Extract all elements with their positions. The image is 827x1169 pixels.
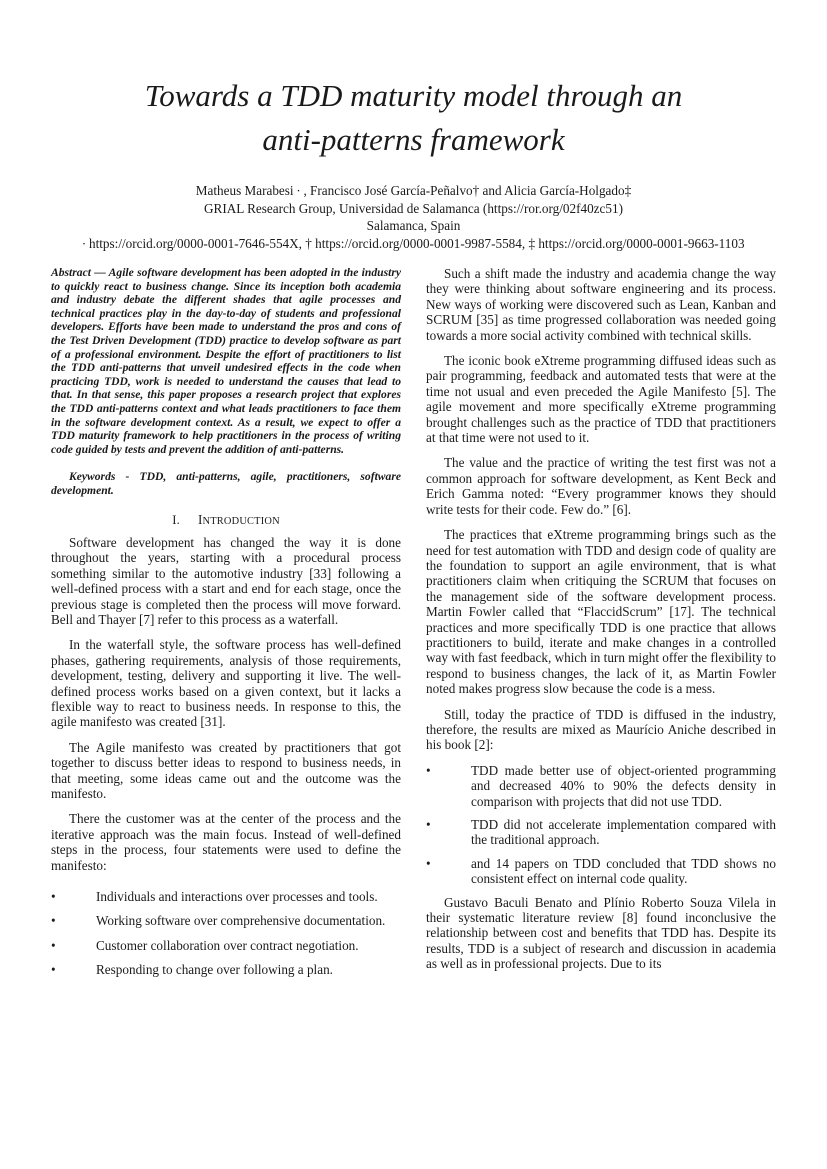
tdd-results-list: [426, 763, 776, 887]
list-item: [51, 938, 401, 953]
abstract: Abstract — Agile software development has been adopted in the industry to quickly react to business change. Since its inception both academia and industry debate the different shades that agile processes and technical practices play in the day-to-day of students and professional developers. Efforts have been made to understand the pros and cons of the Test Driven Development (TDD) practice to develop software as part of a professional environment. Despite the effort of practitioners to list the TDD anti-patterns that unveil undesired effects in the code when practicing TDD, work is needed to understand the causes that lead to that. In that sense, this paper proposes a research project that explores the TDD anti-patterns context and what leads practitioners to face them in the software development context. As a result, we expect to offer a TDD maturity framework to help practitioners in the process of writing code guided by tests and prevent the addition of anti-patterns.: [51, 266, 401, 456]
keywords: Keywords - TDD, anti-patterns, agile, practitioners, software development.: [51, 470, 401, 497]
list-item-text: Customer collaboration over contract negotiation.: [96, 937, 359, 953]
bullet-icon: •: [51, 937, 56, 953]
location-line: Salamanca, Spain: [366, 218, 461, 233]
title-line-2: anti-patterns framework: [262, 122, 565, 157]
paragraph: The value and the practice of writing the test first was not a common approach for software development, as Kent Beck and Erich Gamma noted: “Every programmer knows they should write tests for their code. Few do.” [6].: [426, 455, 776, 517]
paragraph: Still, today the practice of TDD is diffused in the industry, therefore, the results are mixed as Maurício Aniche described in his book [2]:: [426, 706, 776, 753]
author-block: [40, 182, 787, 252]
list-item-text: Responding to change over following a plan.: [96, 962, 333, 978]
list-item: [426, 856, 776, 887]
paragraph: The iconic book eXtreme programming diffused ideas such as pair programming, feedback and automated tests that were at the time not usual and even preceded the Agile Manifesto [5]. The agile movement and more specifically eXtreme programming brought challenges such as the practice of TDD that practitioners at that time were not used to it.: [426, 353, 776, 446]
paper-title: [60, 74, 767, 162]
left-column: [51, 266, 401, 987]
list-item-text: Working software over comprehensive documentation.: [96, 913, 386, 929]
paragraph: Such a shift made the industry and academia change the way they were thinking about software engineering and its process. New ways of working were discovered such as Lean, Kanban and SCRUM [35] as time progressed collaboration was needed going towards a more social activity combined with technical skills.: [426, 266, 776, 343]
section-number: I.: [172, 512, 180, 527]
list-item: [51, 913, 401, 928]
section-heading-introduction: [51, 512, 401, 529]
bullet-icon: •: [426, 817, 431, 832]
list-item-text: TDD made better use of object-oriented programming and decreased 40% to 90% the defects density in comparison with projects that did not use TDD.: [471, 762, 776, 809]
paragraph: The Agile manifesto was created by practitioners that got together to discuss better ideas to respond to business needs, in that meeting, some ideas came out and the outcome was the manifesto.: [51, 739, 401, 801]
section-title-initial: I: [197, 511, 203, 527]
list-item: [426, 817, 776, 848]
list-item: [51, 962, 401, 977]
list-item-text: TDD did not accelerate implementation compared with the traditional approach.: [471, 817, 776, 848]
right-column: [426, 266, 776, 982]
bullet-icon: •: [51, 962, 56, 978]
orcid-line: ∙ https://orcid.org/0000-0001-7646-554X, † https://orcid.org/0000-0001-9987-5584, ‡ https://orcid.org/0000-0001-9663-1103: [82, 235, 745, 251]
section-title-rest: NTRODUCTION: [202, 515, 280, 527]
paragraph: The practices that eXtreme programming brings such as the need for test automation with TDD and design code of quality are the foundation to support an agile environment, that is what practitioners claim when critiquing the SCRUM that focuses on the management side of the software development process. Martin Fowler called that “FlaccidScrum” [17]. The technical practices and more specifically TDD is one practice that allows practitioners to build, iterate and make changes in a controlled way with fast feedback, which in turn might offer the flexibility to respond to business changes, the lack of it, as Martin Fowler noted makes progress slow because the code is a mess.: [426, 527, 776, 697]
list-item-text: and 14 papers on TDD concluded that TDD shows no consistent effect on internal code quality.: [471, 855, 776, 887]
authors-line: Matheus Marabesi ∙ , Francisco José García-Peñalvo† and Alicia García-Holgado‡: [195, 183, 632, 198]
list-item: [426, 763, 776, 809]
manifesto-list: [51, 889, 401, 978]
paragraph: Gustavo Baculi Benato and Plínio Roberto Souza Vilela in their systematic literature review [8] found inconclusive the relationship between cost and benefits that TDD has. Despite its results, TDD is a subject of research and discussion in academia as well as in professional projects. Due to its: [426, 894, 776, 972]
bullet-icon: •: [426, 855, 431, 871]
bullet-icon: •: [51, 889, 56, 905]
affiliation-line: GRIAL Research Group, Universidad de Salamanca (https://ror.org/02f40zc51): [204, 200, 623, 216]
paragraph: In the waterfall style, the software process has well-defined phases, gathering requirements, analysis of those requirements, development, testing, delivery and supporting it live. The well-defined process works based on a given context, but it lacks a flexible way to react to business needs. In response to this, the agile manifesto was created [31].: [51, 637, 401, 730]
bullet-icon: •: [426, 762, 431, 778]
paragraph: There the customer was at the center of the process and the iterative approach was the main focus. Instead of well-defined steps in the process, four statements were used to define the manifesto:: [51, 811, 401, 873]
list-item-text: Individuals and interactions over processes and tools.: [96, 889, 378, 905]
bullet-icon: •: [51, 913, 56, 929]
list-item: [51, 889, 401, 904]
paragraph: Software development has changed the way it is done throughout the years, starting with a procedural process something similar to the automotive industry [33] following a well-defined process with a start and end for each stage, once the previous stage is completed then the process will move forward. Bell and Thayer [7] refer to this process as a waterfall.: [51, 534, 401, 627]
title-line-1: Towards a TDD maturity model through an: [144, 78, 683, 113]
